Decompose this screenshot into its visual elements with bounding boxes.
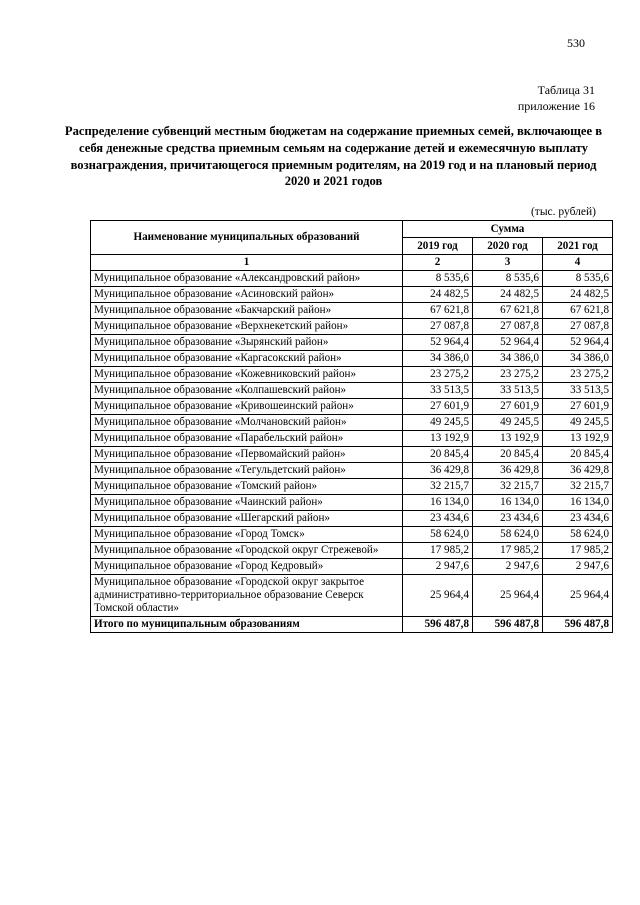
page-number: 530 xyxy=(567,36,585,50)
municipality-name: Муниципальное образование «Первомайский район» xyxy=(91,447,403,463)
amount-cell: 36 429,8 xyxy=(403,463,473,479)
amount-cell: 23 275,2 xyxy=(403,367,473,383)
table-row xyxy=(91,495,613,511)
amount-cell: 27 087,8 xyxy=(543,319,613,335)
amount-cell: 52 964,4 xyxy=(543,335,613,351)
total-row xyxy=(91,617,613,633)
amount-cell: 67 621,8 xyxy=(543,303,613,319)
municipality-name: Муниципальное образование «Верхнекетский район» xyxy=(91,319,403,335)
amount-cell: 32 215,7 xyxy=(543,479,613,495)
table-row xyxy=(91,303,613,319)
header-year: 2021 год xyxy=(543,238,613,255)
total-value: 596 487,8 xyxy=(543,617,613,633)
amount-cell: 24 482,5 xyxy=(403,287,473,303)
amount-cell: 27 087,8 xyxy=(403,319,473,335)
amount-cell: 25 964,4 xyxy=(543,575,613,617)
amount-cell: 49 245,5 xyxy=(473,415,543,431)
amount-cell: 27 087,8 xyxy=(473,319,543,335)
amount-cell: 49 245,5 xyxy=(403,415,473,431)
amount-cell: 67 621,8 xyxy=(403,303,473,319)
amount-cell: 8 535,6 xyxy=(543,271,613,287)
table-row xyxy=(91,367,613,383)
amount-cell: 17 985,2 xyxy=(543,543,613,559)
amount-cell: 24 482,5 xyxy=(543,287,613,303)
amount-cell: 32 215,7 xyxy=(473,479,543,495)
amount-cell: 23 275,2 xyxy=(543,367,613,383)
table-row xyxy=(91,575,613,617)
amount-cell: 34 386,0 xyxy=(403,351,473,367)
amount-cell: 27 601,9 xyxy=(543,399,613,415)
amount-cell: 34 386,0 xyxy=(543,351,613,367)
table-row xyxy=(91,399,613,415)
table-row xyxy=(91,463,613,479)
amount-cell: 20 845,4 xyxy=(543,447,613,463)
amount-cell: 67 621,8 xyxy=(473,303,543,319)
amount-cell: 27 601,9 xyxy=(403,399,473,415)
table-row xyxy=(91,511,613,527)
municipality-name: Муниципальное образование «Городской округ закрытое административно-территориальное образование Северск Томской области» xyxy=(91,575,403,617)
amount-cell: 16 134,0 xyxy=(403,495,473,511)
amount-cell: 2 947,6 xyxy=(473,559,543,575)
amount-cell: 58 624,0 xyxy=(403,527,473,543)
units-note: (тыс. рублей) xyxy=(530,206,596,218)
table-row xyxy=(91,351,613,367)
municipality-name: Муниципальное образование «Колпашевский район» xyxy=(91,383,403,399)
table-row xyxy=(91,527,613,543)
amount-cell: 32 215,7 xyxy=(403,479,473,495)
municipality-name: Муниципальное образование «Зырянский район» xyxy=(91,335,403,351)
municipality-name: Муниципальное образование «Город Кедровый» xyxy=(91,559,403,575)
amount-cell: 52 964,4 xyxy=(473,335,543,351)
table-body xyxy=(91,271,613,617)
amount-cell: 24 482,5 xyxy=(473,287,543,303)
column-index: 4 xyxy=(543,255,613,271)
amount-cell: 36 429,8 xyxy=(543,463,613,479)
municipality-name: Муниципальное образование «Кривошеинский район» xyxy=(91,399,403,415)
header-year: 2019 год xyxy=(403,238,473,255)
amount-cell: 23 434,6 xyxy=(403,511,473,527)
table-row xyxy=(91,287,613,303)
total-label: Итого по муниципальным образованиям xyxy=(91,617,403,633)
header-year: 2020 год xyxy=(473,238,543,255)
table-row xyxy=(91,335,613,351)
municipality-name: Муниципальное образование «Александровский район» xyxy=(91,271,403,287)
municipality-name: Муниципальное образование «Парабельский район» xyxy=(91,431,403,447)
municipality-name: Муниципальное образование «Город Томск» xyxy=(91,527,403,543)
amount-cell: 13 192,9 xyxy=(473,431,543,447)
amount-cell: 16 134,0 xyxy=(543,495,613,511)
amount-cell: 8 535,6 xyxy=(473,271,543,287)
amount-cell: 25 964,4 xyxy=(473,575,543,617)
municipality-name: Муниципальное образование «Тегульдетский район» xyxy=(91,463,403,479)
amount-cell: 33 513,5 xyxy=(543,383,613,399)
column-index: 1 xyxy=(91,255,403,271)
amount-cell: 58 624,0 xyxy=(473,527,543,543)
amount-cell: 25 964,4 xyxy=(403,575,473,617)
amount-cell: 2 947,6 xyxy=(543,559,613,575)
appendix-number: приложение 16 xyxy=(517,99,595,113)
amount-cell: 34 386,0 xyxy=(473,351,543,367)
amount-cell: 20 845,4 xyxy=(473,447,543,463)
subventions-table xyxy=(90,220,613,633)
amount-cell: 20 845,4 xyxy=(403,447,473,463)
municipality-name: Муниципальное образование «Городской округ Стрежевой» xyxy=(91,543,403,559)
municipality-name: Муниципальное образование «Чаинский район» xyxy=(91,495,403,511)
amount-cell: 52 964,4 xyxy=(403,335,473,351)
municipality-name: Муниципальное образование «Томский район» xyxy=(91,479,403,495)
amount-cell: 33 513,5 xyxy=(403,383,473,399)
table-row xyxy=(91,415,613,431)
table-row xyxy=(91,383,613,399)
amount-cell: 16 134,0 xyxy=(473,495,543,511)
table-row xyxy=(91,543,613,559)
table-row xyxy=(91,479,613,495)
total-value: 596 487,8 xyxy=(403,617,473,633)
table-row xyxy=(91,271,613,287)
municipality-name: Муниципальное образование «Асиновский район» xyxy=(91,287,403,303)
amount-cell: 23 434,6 xyxy=(543,511,613,527)
table-number: Таблица 31 xyxy=(537,83,595,97)
amount-cell: 13 192,9 xyxy=(543,431,613,447)
column-index: 3 xyxy=(473,255,543,271)
amount-cell: 2 947,6 xyxy=(403,559,473,575)
table-row xyxy=(91,431,613,447)
column-index: 2 xyxy=(403,255,473,271)
document-title: Распределение субвенций местным бюджетам на содержание приемных семей, включающее в себя денежные средства приемным семьям на содержание детей и ежемесячную выплату вознаграждения, причитающегося приемным родителям, на 2019 год и на плановый период 2020 и 2021 годов xyxy=(64,124,603,189)
amount-cell: 27 601,9 xyxy=(473,399,543,415)
amount-cell: 58 624,0 xyxy=(543,527,613,543)
municipality-name: Муниципальное образование «Каргасокский район» xyxy=(91,351,403,367)
table-row xyxy=(91,559,613,575)
amount-cell: 13 192,9 xyxy=(403,431,473,447)
municipality-name: Муниципальное образование «Кожевниковский район» xyxy=(91,367,403,383)
amount-cell: 23 275,2 xyxy=(473,367,543,383)
header-sum: Сумма xyxy=(403,221,613,238)
total-value: 596 487,8 xyxy=(473,617,543,633)
column-index-row xyxy=(91,255,613,271)
table-caption xyxy=(518,82,595,114)
amount-cell: 23 434,6 xyxy=(473,511,543,527)
municipality-name: Муниципальное образование «Бакчарский район» xyxy=(91,303,403,319)
municipality-name: Муниципальное образование «Молчановский район» xyxy=(91,415,403,431)
amount-cell: 17 985,2 xyxy=(473,543,543,559)
table-row xyxy=(91,447,613,463)
amount-cell: 8 535,6 xyxy=(403,271,473,287)
header-row xyxy=(91,221,613,238)
amount-cell: 17 985,2 xyxy=(403,543,473,559)
header-name: Наименование муниципальных образований xyxy=(91,221,403,255)
municipality-name: Муниципальное образование «Шегарский район» xyxy=(91,511,403,527)
table-row xyxy=(91,319,613,335)
amount-cell: 33 513,5 xyxy=(473,383,543,399)
amount-cell: 36 429,8 xyxy=(473,463,543,479)
amount-cell: 49 245,5 xyxy=(543,415,613,431)
